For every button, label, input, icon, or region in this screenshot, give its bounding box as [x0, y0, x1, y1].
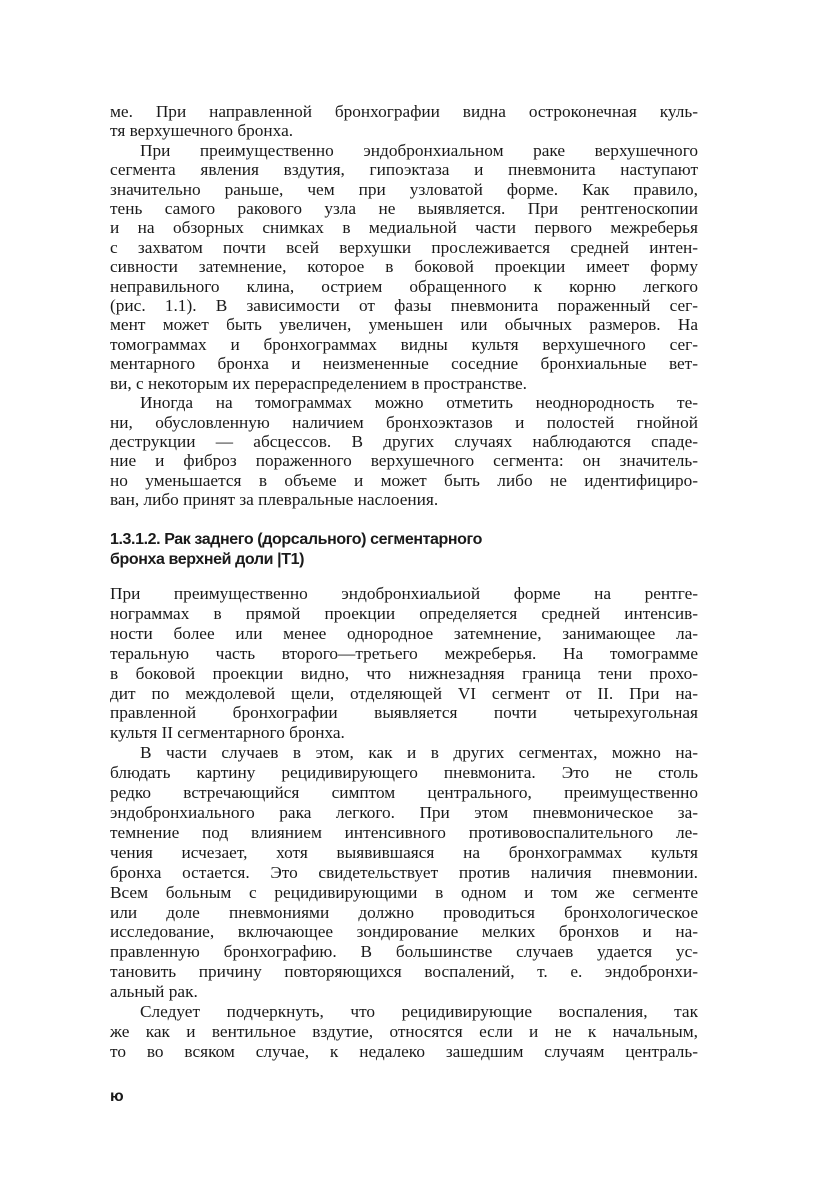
- text-line: или доле пневмониями должно проводиться бронхологическое: [110, 902, 698, 922]
- page-number: ю: [110, 1088, 124, 1105]
- text-line: В части случаев в этом, как и в других сегментах, можно на-: [140, 743, 698, 763]
- text-line: дит по междолевой щели, отделяющей VI сегмент от II. При на-: [110, 683, 698, 703]
- text-line: Всем больным с рецидивирующими в одном и том же сегменте: [110, 882, 698, 902]
- text-line: бронха остается. Это свидетельствует против наличия пневмонии.: [110, 862, 698, 882]
- paragraph: [110, 1002, 698, 1062]
- paragraph: [110, 584, 698, 743]
- text-line: томограммах и бронхограммах видны культя верхушечного сег-: [110, 334, 698, 354]
- text-line: но уменьшается в объеме и может быть либо не идентифициро-: [110, 470, 698, 490]
- text-line: тя верхушечного бронха.: [110, 121, 294, 141]
- text-line: эндобронхиального рака легкого. При этом пневмоническое за-: [110, 802, 698, 822]
- text-line: Следует подчеркнуть, что рецидивирующие воспаления, так: [140, 1002, 698, 1022]
- text-line: деструкции — абсцессов. В других случаях наблюдаются спаде-: [110, 431, 698, 451]
- section-heading: [110, 530, 482, 569]
- text-line: то во всяком случае, к недалеко зашедшим случаям централь-: [110, 1041, 698, 1061]
- text-line: ви, с некоторым их перераспределением в пространстве.: [110, 373, 527, 393]
- text-line: (рис. 1.1). В зависимости от фазы пневмонита пораженный сег-: [110, 296, 698, 316]
- text-line: ван, либо принят за плевральные наслоения.: [110, 490, 439, 510]
- text-line: в боковой проекции видно, что нижнезадняя граница тени прохо-: [110, 663, 698, 683]
- paragraph: [110, 393, 698, 509]
- text-line: же как и вентильное вздутие, относятся если и не к начальным,: [110, 1021, 698, 1041]
- text-line: культя II сегментарного бронха.: [110, 723, 345, 743]
- text-line: неправильного клина, острием обращенного к корню легкого: [110, 276, 698, 296]
- text-block-top: [110, 102, 698, 510]
- section-heading-line-2: бронха верхней доли |Т1): [110, 550, 305, 568]
- text-line: ментарного бронха и неизмененные соседние бронхиальные вет-: [110, 354, 698, 374]
- text-line: ни, обусловленную наличием бронхоэктазов и полостей гнойной: [110, 412, 698, 432]
- text-line: ме. При направленной бронхографии видна остроконечная куль-: [110, 102, 698, 121]
- text-line: правленной бронхографии выявляется почти четырехугольная: [110, 703, 698, 723]
- text-line: тень самого ракового узла не выявляется. При рентгеноскопии: [110, 199, 698, 219]
- text-line: и на обзорных снимках в медиальной части первого межреберья: [110, 218, 698, 238]
- paragraph: [110, 743, 698, 1002]
- text-line: мент может быть увеличен, уменьшен или обычных размеров. На: [110, 315, 698, 335]
- text-line: При преимущественно эндобронхиальиой форме на рентге-: [110, 584, 698, 603]
- section-heading-line-1: 1.3.1.2. Рак заднего (дорсального) сегментарного: [110, 531, 482, 548]
- text-line: ние и фиброз пораженного верхушечного сегмента: он значитель-: [110, 451, 698, 471]
- text-line: нограммах в прямой проекции определяется средней интенсив-: [110, 603, 698, 623]
- text-line: Иногда на томограммах можно отметить неоднородность те-: [140, 393, 698, 413]
- text-line: теральную часть второго—третьего межреберья. На томограмме: [110, 643, 698, 663]
- text-line: темнение под влиянием интенсивного противовоспалительного ле-: [110, 822, 698, 842]
- text-line: с захватом почти всей верхушки прослеживается средней интен-: [110, 237, 698, 257]
- text-line: значительно раньше, чем при узловатой форме. Как правило,: [110, 179, 698, 199]
- text-line: тановить причину повторяющихся воспалений, т. е. эндобронхи-: [110, 962, 698, 982]
- text-line: При преимущественно эндобронхиальном раке верхушечного: [140, 140, 698, 160]
- text-line: исследование, включающее зондирование мелких бронхов и на-: [110, 922, 698, 942]
- text-line: альный рак.: [110, 982, 198, 1002]
- paragraph: [110, 102, 698, 141]
- text-block-bottom: [110, 584, 698, 1062]
- text-line: сегмента явления вздутия, гипоэктаза и пневмонита наступают: [110, 160, 698, 180]
- text-line: чения исчезает, хотя выявившаяся на бронхограммах культя: [110, 842, 698, 862]
- text-line: правленную бронхографию. В большинстве случаев удается ус-: [110, 942, 698, 962]
- paragraph: [110, 141, 698, 393]
- text-line: блюдать картину рецидивирующего пневмонита. Это не столь: [110, 763, 698, 783]
- text-line: сивности затемнение, которое в боковой проекции имеет форму: [110, 257, 698, 277]
- text-line: ности более или менее однородное затемнение, занимающее ла-: [110, 623, 698, 643]
- text-line: редко встречающийся симптом центрального, преимущественно: [110, 783, 698, 803]
